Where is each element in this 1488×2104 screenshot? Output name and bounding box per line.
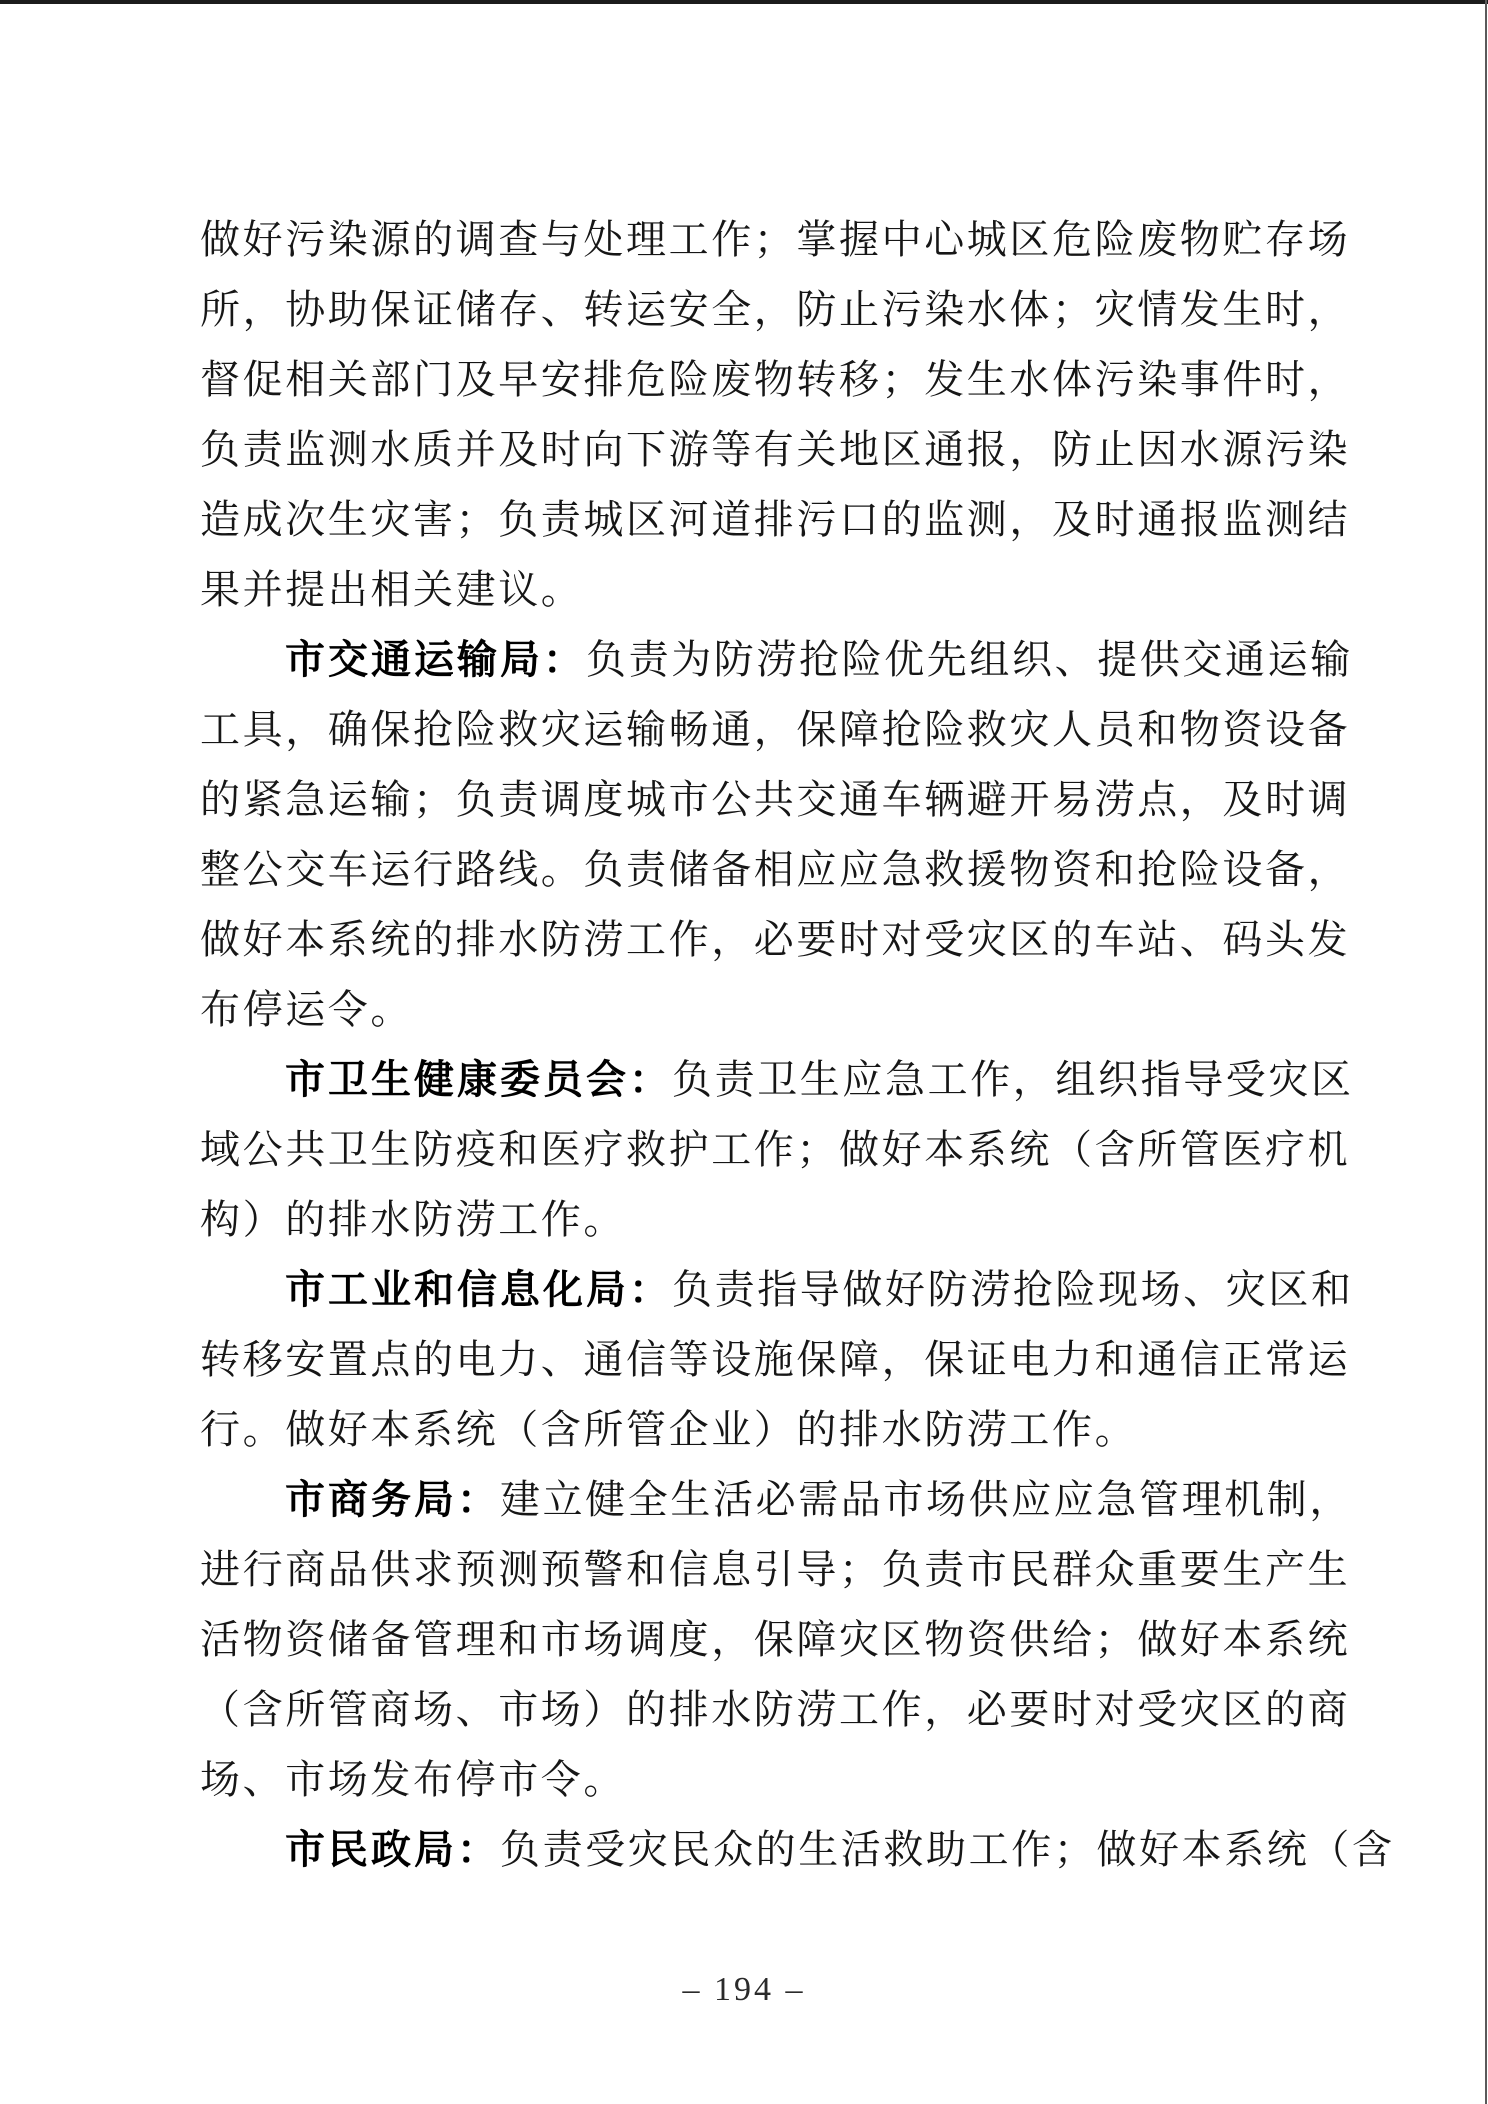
text-line: 整公交车运行路线。负责储备相应应急救援物资和抢险设备， bbox=[200, 847, 1351, 892]
text-line: 场、市场发布停市令。 bbox=[200, 1757, 626, 1802]
page-number: – 194 – bbox=[682, 1971, 806, 2008]
text-line: 做好污染源的调查与处理工作；掌握中心城区危险废物贮存场 bbox=[200, 217, 1351, 262]
text-line: （含所管商场、市场）的排水防涝工作，必要时对受灾区的商 bbox=[200, 1687, 1351, 1732]
department-name: 市商务局： bbox=[285, 1477, 500, 1522]
text-line: 市卫生健康委员会：负责卫生应急工作，组织指导受灾区 bbox=[285, 1057, 1354, 1102]
department-name: 市工业和信息化局： bbox=[285, 1267, 672, 1312]
text-line: 行。做好本系统（含所管企业）的排水防涝工作。 bbox=[200, 1407, 1138, 1452]
text-line: 果并提出相关建议。 bbox=[200, 567, 584, 612]
text-line: 转移安置点的电力、通信等设施保障，保证电力和通信正常运 bbox=[200, 1337, 1351, 1382]
scan-top-border bbox=[0, 0, 1488, 4]
text-line: 市民政局：负责受灾民众的生活救助工作；做好本系统（含 bbox=[285, 1827, 1395, 1872]
text-line: 市商务局：建立健全生活必需品市场供应应急管理机制， bbox=[285, 1477, 1352, 1522]
text-line: 进行商品供求预测预警和信息引导；负责市民群众重要生产生 bbox=[200, 1547, 1351, 1592]
text-line: 的紧急运输；负责调度城市公共交通车辆避开易涝点，及时调 bbox=[200, 777, 1351, 822]
text-line: 活物资储备管理和市场调度，保障灾区物资供给；做好本系统 bbox=[200, 1617, 1351, 1662]
text-line: 做好本系统的排水防涝工作，必要时对受灾区的车站、码头发 bbox=[200, 917, 1351, 962]
text-line: 市工业和信息化局：负责指导做好防涝抢险现场、灾区和 bbox=[285, 1267, 1354, 1312]
text-line: 市交通运输局：负责为防涝抢险优先组织、提供交通运输 bbox=[285, 637, 1353, 682]
text-line: 域公共卫生防疫和医疗救护工作；做好本系统（含所管医疗机 bbox=[200, 1127, 1351, 1172]
text-block bbox=[200, 205, 1395, 1885]
text-line: 造成次生灾害；负责城区河道排污口的监测，及时通报监测结 bbox=[200, 497, 1351, 542]
text-line: 所，协助保证储存、转运安全，防止污染水体；灾情发生时， bbox=[200, 287, 1351, 332]
department-name: 市民政局： bbox=[285, 1827, 500, 1872]
department-name: 市卫生健康委员会： bbox=[285, 1057, 672, 1102]
text-line: 督促相关部门及早安排危险废物转移；发生水体污染事件时， bbox=[200, 357, 1351, 402]
text-line: 工具，确保抢险救灾运输畅通，保障抢险救灾人员和物资设备 bbox=[200, 707, 1351, 752]
text-line: 负责监测水质并及时向下游等有关地区通报，防止因水源污染 bbox=[200, 427, 1351, 472]
department-name: 市交通运输局： bbox=[285, 637, 586, 682]
text-line: 构）的排水防涝工作。 bbox=[200, 1197, 626, 1242]
scan-right-border bbox=[1485, 0, 1487, 2104]
text-line: 布停运令。 bbox=[200, 987, 413, 1032]
